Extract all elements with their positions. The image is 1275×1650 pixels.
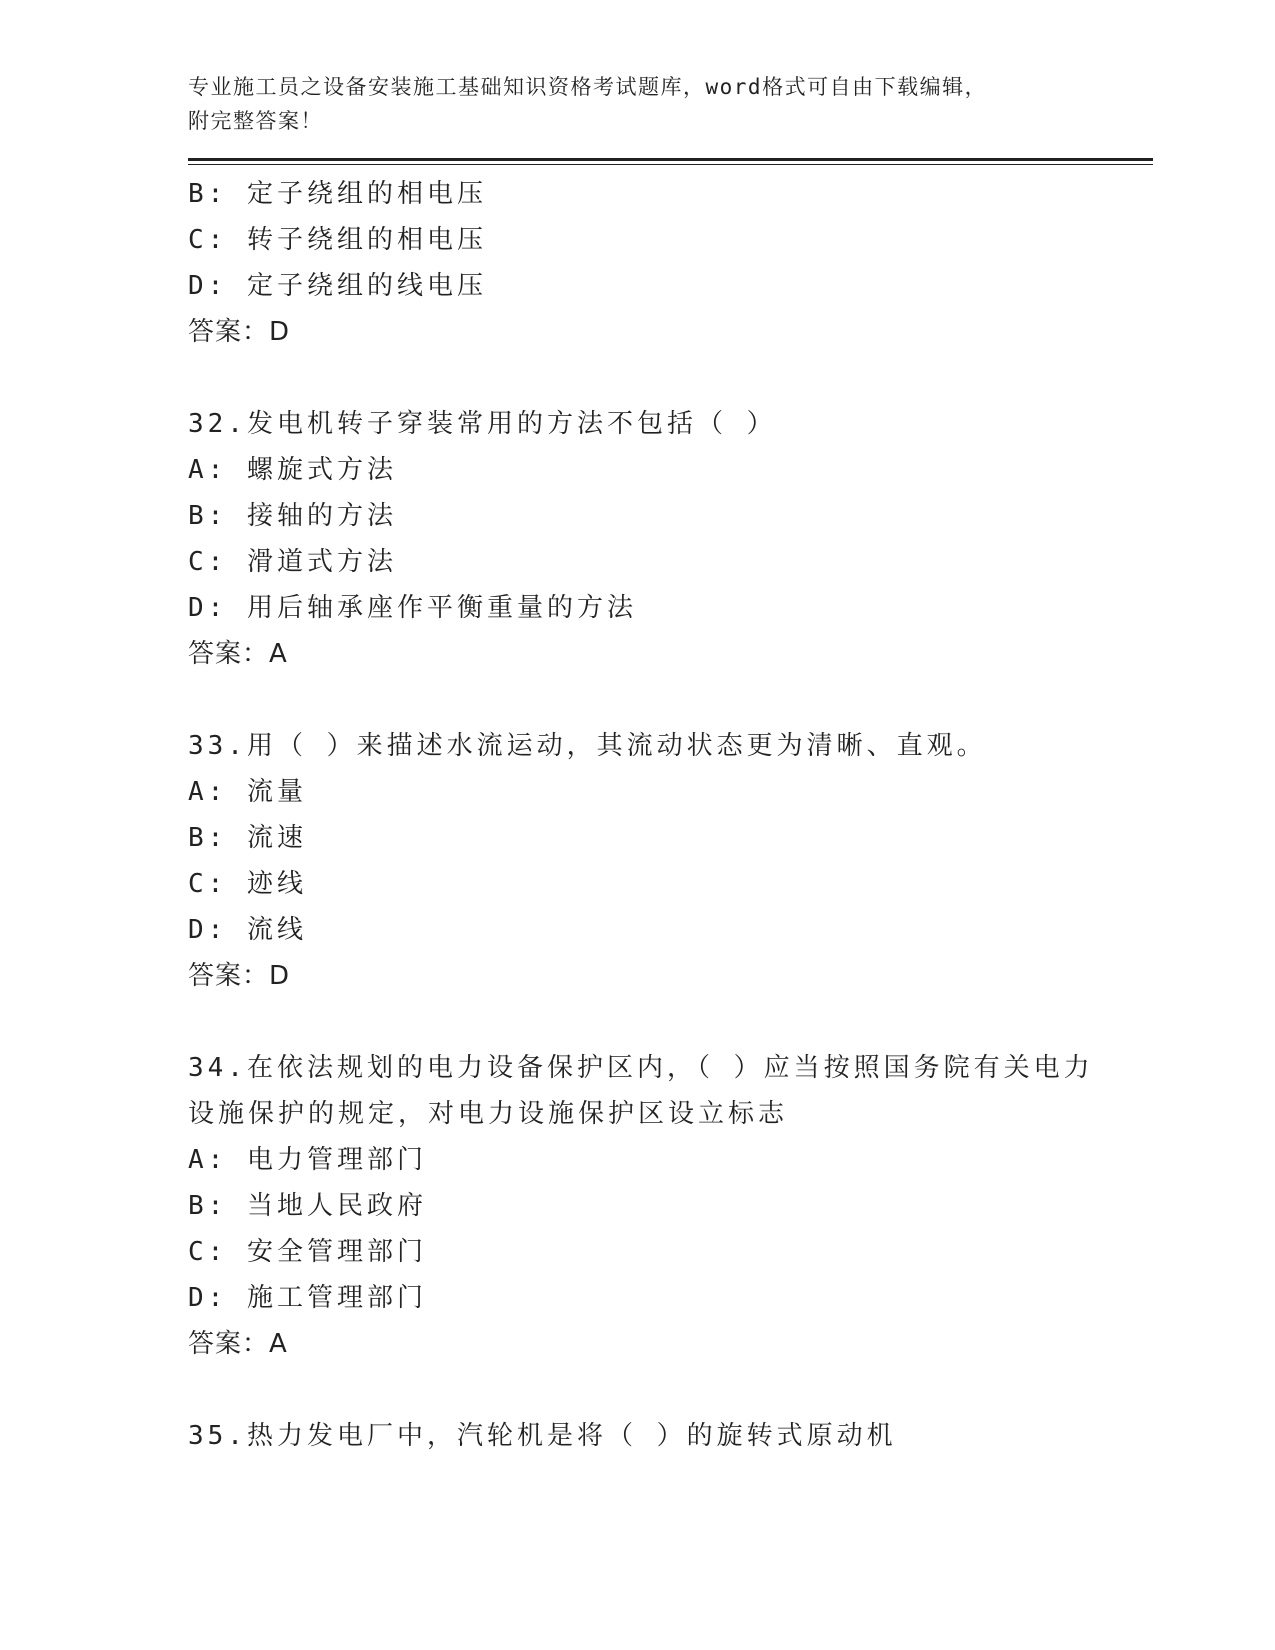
- option-d: D: 流线: [188, 915, 307, 945]
- partial-question: [188, 171, 1153, 355]
- option-c: C: 安全管理部门: [188, 1237, 427, 1267]
- answer-line: 答案：A: [188, 1329, 288, 1359]
- option-d: D: 定子绕组的线电压: [188, 271, 487, 301]
- option-b: B: 当地人民政府: [188, 1191, 427, 1221]
- option-a: A: 电力管理部门: [188, 1145, 427, 1175]
- option-b: B: 流速: [188, 823, 307, 853]
- option-d: D: 施工管理部门: [188, 1283, 427, 1313]
- question-stem: 33.用（ ）来描述水流运动，其流动状态更为清晰、直观。: [188, 731, 987, 761]
- option-c: C: 滑道式方法: [188, 547, 397, 577]
- answer-line: 答案：D: [188, 317, 291, 347]
- option-c: C: 转子绕组的相电压: [188, 225, 487, 255]
- option-a: A: 流量: [188, 777, 307, 807]
- spacer: [188, 999, 1153, 1045]
- question-33: [188, 723, 1153, 999]
- question-stem-line-2: 设施保护的规定，对电力设施保护区设立标志: [188, 1099, 789, 1129]
- option-c: C: 迹线: [188, 869, 307, 899]
- header-note-line-2: 附完整答案！: [188, 109, 323, 133]
- question-stem: 32.发电机转子穿装常用的方法不包括（ ）: [188, 409, 777, 439]
- option-d: D: 用后轴承座作平衡重量的方法: [188, 593, 637, 623]
- header-note: [188, 70, 1153, 138]
- document-page: [188, 70, 1153, 1459]
- question-32: [188, 401, 1153, 677]
- question-35: [188, 1413, 1153, 1459]
- question-stem: 35.热力发电厂中，汽轮机是将（ ）的旋转式原动机: [188, 1421, 897, 1451]
- spacer: [188, 1367, 1153, 1413]
- answer-line: 答案：D: [188, 961, 291, 991]
- option-b: B: 接轴的方法: [188, 501, 397, 531]
- header-note-line-1: 专业施工员之设备安装施工基础知识资格考试题库，word格式可自由下载编辑，: [188, 75, 988, 99]
- answer-line: 答案：A: [188, 639, 288, 669]
- option-a: A: 螺旋式方法: [188, 455, 397, 485]
- spacer: [188, 355, 1153, 401]
- spacer: [188, 677, 1153, 723]
- question-stem-line-1: 34.在依法规划的电力设备保护区内，（ ）应当按照国务院有关电力: [188, 1053, 1094, 1083]
- header-divider: [188, 158, 1153, 165]
- question-list: [188, 171, 1153, 1459]
- option-b: B: 定子绕组的相电压: [188, 179, 487, 209]
- question-34: [188, 1045, 1153, 1367]
